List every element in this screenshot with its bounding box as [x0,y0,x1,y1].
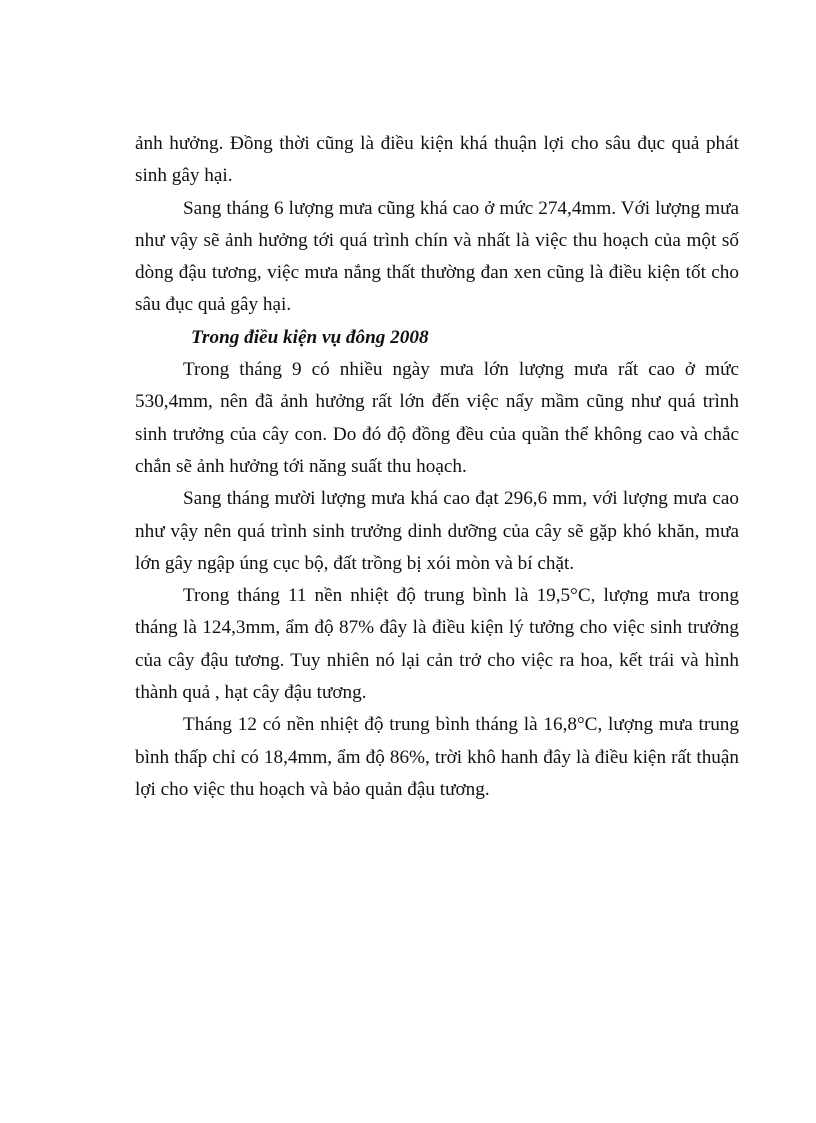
document-body [135,128,739,806]
paragraph-december: Tháng 12 có nền nhiệt độ trung bình tháng là 16,8°C, lượng mưa trung bình thấp chỉ có 18,4mm, ẩm độ 86%, trời khô hanh đây là điều kiện rất thuận lợi cho việc thu hoạch và bảo quản đậu tương. [135,714,739,800]
paragraph-october: Sang tháng mười lượng mưa khá cao đạt 296,6 mm, với lượng mưa cao như vậy nên quá trình sinh trưởng dinh dưỡng của cây sẽ gặp khó khăn, mưa lớn gây ngập úng cục bộ, đất trồng bị xói mòn và bí chặt. [135,488,739,574]
paragraph-september: Trong tháng 9 có nhiều ngày mưa lớn lượng mưa rất cao ở mức 530,4mm, nên đã ảnh hưởng rất lớn đến việc nẩy mầm cũng như quá trình sinh trưởng của cây con. Do đó độ đồng đều của quần thể không cao và chắc chắn sẽ ảnh hưởng tới năng suất thu hoạch. [135,359,739,477]
paragraph-continuation: ảnh hưởng. Đồng thời cũng là điều kiện khá thuận lợi cho sâu đục quả phát sinh gây hại. [135,133,739,187]
paragraph-june-rainfall: Sang tháng 6 lượng mưa cũng khá cao ở mức 274,4mm. Với lượng mưa như vậy sẽ ảnh hưởng tới quá trình chín và nhất là việc thu hoạch của một số dòng đậu tương, việc mưa nắng thất thường đan xen cũng là điều kiện tốt cho sâu đục quả gây hại. [135,197,739,316]
paragraph-november: Trong tháng 11 nền nhiệt độ trung bình là 19,5°C, lượng mưa trong tháng là 124,3mm, ẩm độ 87% đây là điều kiện lý tưởng cho việc sinh trưởng của cây đậu tương. Tuy nhiên nó lại cản trở cho việc ra hoa, kết trái và hình thành quả , hạt cây đậu tương. [135,585,739,704]
section-heading: Trong điều kiện vụ đông 2008 [191,326,429,348]
